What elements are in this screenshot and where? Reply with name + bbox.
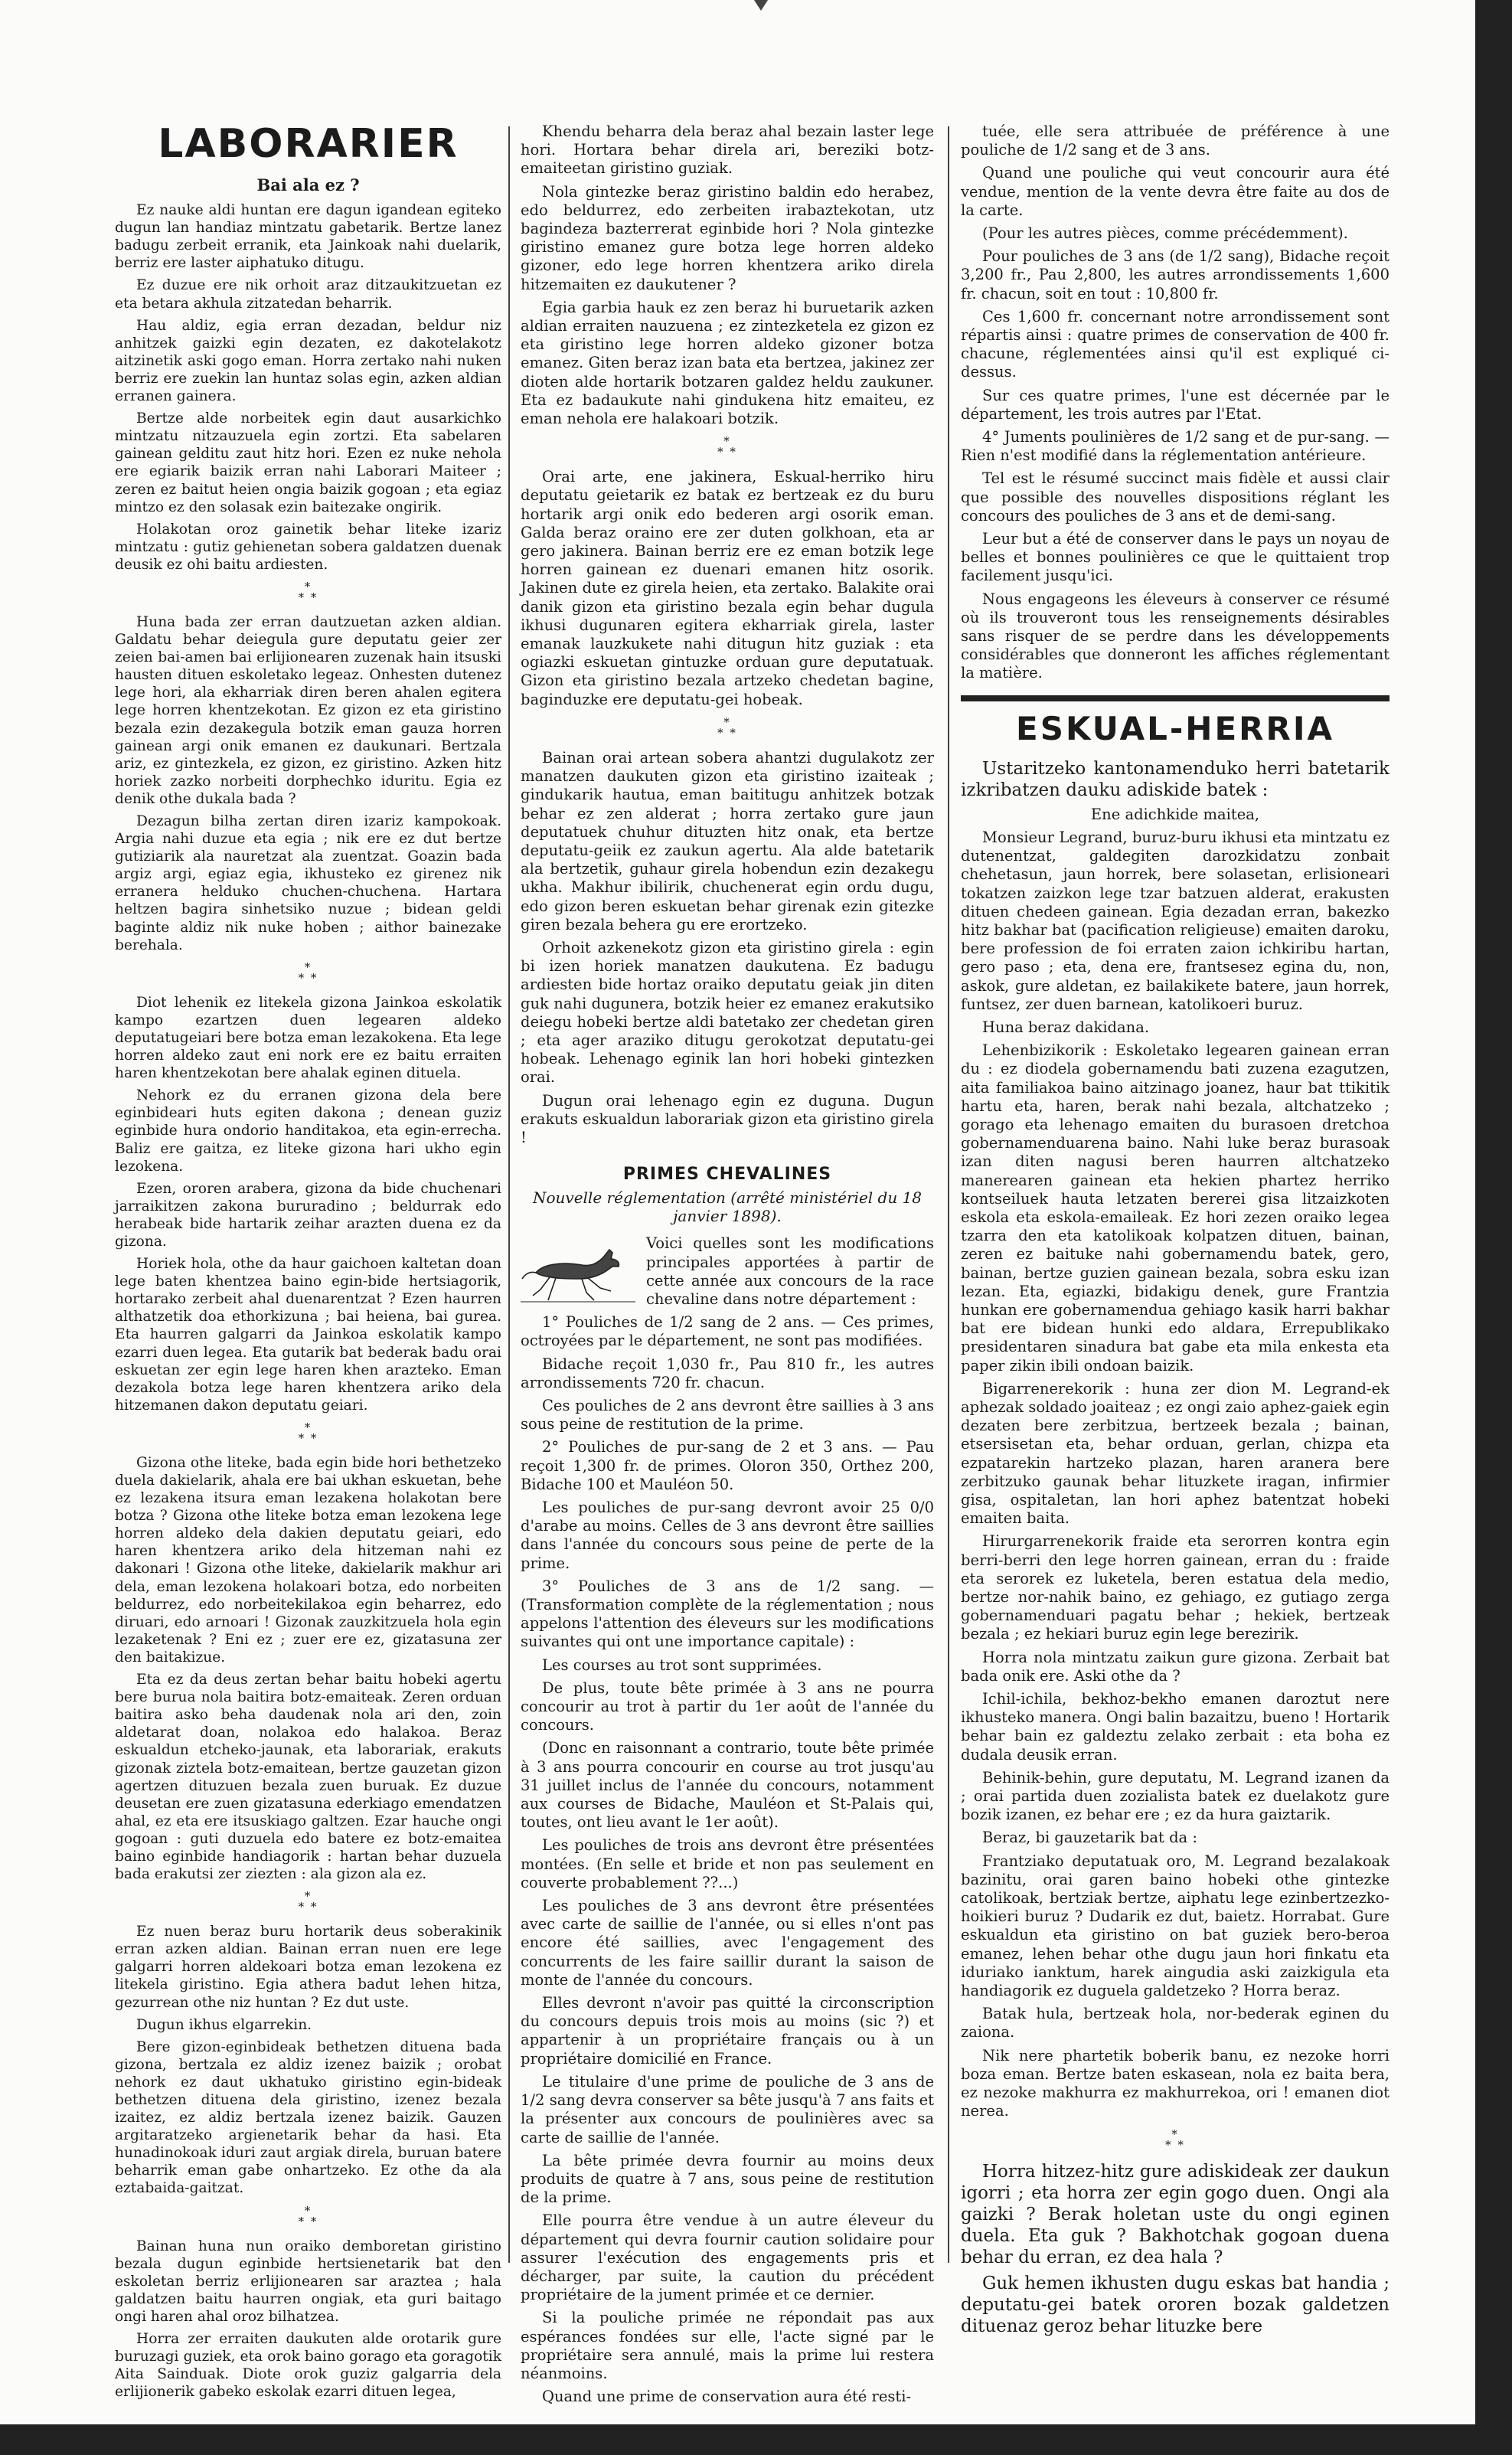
paragraph-group [115,994,501,1414]
paragraph-group [521,123,934,428]
paragraph: Bidache reçoit 1,030 fr., Pau 810 fr., les autres arrondissements 720 fr. chacun. [521,1355,934,1391]
paragraph: Pour pouliches de 3 ans (de 1/2 sang), Bidache reçoit 3,200 fr., Pau 2,800, les autres arrondissements 1,600 fr. chacun, soit en tout : 10,800 fr. [961,247,1390,302]
paragraph: Orai arte, ene jakinera, Eskual-herriko hiru deputatu geietarik ez batak ez bertzeak ez du buru hortarik argi onik edo bederen argi osorik eman. Galda beraz oraino ere zer duten golkhoan, eta ar gero jakinera. Bainan berriz ere ez eman botzik lege horren gainean ez duenari emanen hitz osorik. Jakinen dute ez girela heien, eta zertako. Balakite orai danik gizon eta giristino bezala egin behar dugula ikhusi dugunaren egitera ekharriak girela, laster emanak lauzkukete nahi ditugun hitz guziak : eta ogiazki eskuetan gintuzke orduan gure deputatuak. Gizon eta giristino bezala artzeko chedetan bagine, baginduzke ere deputatu-gei hobeak. [521,468,934,708]
paragraph: Ez nuen beraz buru hortarik deus soberakinik erran azken aldian. Bainan erran nuen ere lege galgarri horren aldekoari botza eman lezokena ez litekela giristino. Egia athera badut lehen hitza, gezurrean othe niz huntan ? Ez dut uste. [115,1924,501,2011]
paragraph: Hau aldiz, egia erran dezadan, beldur niz anhitzek gaizki egin dezaten, ez dakotelakotz aitzinetik aski gogo eman. Horra zertako nahi nuken berriz ere zuekin lan huntaz solas egin, azken aldian erranen gainera. [115,317,501,405]
paragraph: Egia garbia hauk ez zen beraz hi buruetarik azken aldian erraiten nauzuena ; ez zintezketela ez gizon ez eta giristino lege horren aldeko gizoner botza emanez. Giten beraz izan bata eta bertzea, jakinez zer dioten alde hortarik botzaren galdez heldu zaukuner. Eta ez badaukute nahi gindukena hitz emaiteu, ez eman nehola ere halakoari botzik. [521,298,934,428]
paragraph: Bainan huna nun oraiko demboretan giristino bezala dugun eginbide hertsienetarik bat den eskoletan berriz erlijionearen sar araztea ; hala galdatzen baitu haurren ongiak, eta guri baitago ongi haren ahal oroz bilhatzea. [115,2238,501,2325]
paragraph: 1° Pouliches de 1/2 sang de 2 ans. — Ces primes, octroyées par le département, ne sont pas modifiées. [521,1313,934,1350]
paragraph: Les pouliches de trois ans devront être présentées montées. (En selle et bride et non pas seulement en couverte probablement ??...) [521,1836,934,1891]
paragraph: Bigarrenerekorik : huna zer dion M. Legrand-ek aphezak soldado joaiteaz ; ez ongi zaio aphez-gaiek egin dezaten bere zerbitzua, bertzeek bezala ; bainan, etsersisetan eta, behar orduan, gerlan, chizpa eta ezpatarekin hartzeko plazan, haren aranera bere zerbitzuko gaunak behar lituzkete iragan, infirmier gisa, ospitaletan, lan hori aphez batentzat hobeki emaiten baita. [961,1379,1390,1528]
paragraph: Bertze alde norbeitek egin daut ausarkichko mintzatu nitzauzuela egin zortzi. Eta sabelaren gainean gelditu zaut hitz hori. Ezen ez nuke nehola ere egiarik baizik erran nahi Laborari Maiteer ; zeren ez baitut heien ongia baizik gogoan ; eta egiaz mintzo ez den solasak ezin baitezake ongirik. [115,410,501,515]
article-subtitle: Bai ala ez ? [256,175,360,195]
paragraph: Ez nauke aldi huntan ere dagun igandean egiteko dugun lan handiaz mintzatu gabetarik. Bertze lanez badugu zerbeit erranik, eta Jainkoak nahi duelarik, berriz ere laster aiphatuko ditugu. [115,202,501,272]
section-title-primes: PRIMES CHEVALINES [622,1165,832,1185]
asterism: * * * [717,714,737,740]
paragraph-group [961,2161,1390,2337]
paragraph: Nous engageons les éleveurs à conserver ce résumé où ils trouveront tous les renseignements désirables sans risquer de se perdre dans les développements considérables que donneront les affiches réglementant la matière. [961,590,1390,682]
paragraph: Ichil-ichila, bekhoz-bekho emanen daroztut nere ikhusteko manera. Ongi balin bazaitzu, bueno ! Hortarik behar bain ez galdeztu zelako zerbait : eta boha ez dudala deusik erran. [961,1690,1390,1764]
paragraph: Batak hula, bertzeak hola, nor-bederak eginen du zaiona. [961,2005,1390,2041]
paragraph: (Pour les autres pièces, comme précédemment). [982,224,1348,243]
paragraph: Ces pouliches de 2 ans devront être saillies à 3 ans sous peine de restitution de la prime. [521,1396,934,1433]
paragraph: 2° Pouliches de pur-sang de 2 et 3 ans. — Pau reçoit 1,300 fr. de primes. Oloron 350, Orthez 200, Bidache 100 et Mauléon 50. [521,1438,934,1493]
paragraph-group [115,201,501,574]
asterism: * * * [1165,2126,1185,2152]
paragraph: Horra nola mintzatu zaikun gure gizona. Zerbait bat bada onik ere. Aski othe da ? [961,1648,1390,1685]
paragraph: 3° Pouliches de 3 ans de 1/2 sang. — (Transformation complète de la réglementation ; nous appelons l'attention des éleveurs sur les modifications suivantes qui ont une importance capitale) : [521,1577,934,1651]
paragraph: Diot lehenik ez litekela gizona Jainkoa eskolatik kampo ezartzen duen legearen aldeko deputatugeiari bere botza eman lezakokena. Eta lege horren aldeko zaut eni nork ere ez baitu erraiten haren khentzekotan bere ahalak eginen dituela. [115,994,501,1082]
asterism: * * * [298,1889,318,1914]
paragraph: Nola gintezke beraz giristino baldin edo herabez, edo beldurrez, edo zerbeiten irabaztekotan, utz bagindeza bazterrerat eginbide hori ? Nola gintezke giristino emanez gure botza lege horren aldeko gizoner, edo lege horren khentzera ariko direla hitzemaiten ez daukutener ? [521,182,934,293]
paragraph-group [115,1454,501,1883]
paragraph: Bainan orai artean sobera ahantzi dugulakotz zer manatzen daukuten gizon eta giristino izaiteak ; gindukarik hautua, eman baititugu anhitzek botzak behar ez zen alderat ; horra zertako gure jaun deputatuek chuhur dituzten hitz onak, eta bertze deputatu-geiik ez zaukun agertu. Ala alde batetarik ala bertzetik, guhaur girela hobendun ezin dezakegu ukha. Makhur ibilirik, chuchenerat egin ordu dugu, edo gizon beren eskuetan behar girenak ezin gitezke giren bezala behera gu ere erortzeko. [521,748,934,933]
scan-border-right [1475,0,1512,2455]
column-rule [508,126,510,2263]
paragraph: Gizona othe liteke, bada egin bide hori bethetzeko duela dakielarik, ahala ere bai ukhan eskuetan, behe ez lezakena itsura eman lezakena holakotan bere botza ? Gizona othe liteke botza eman lezokena lege horren aldeko dela dakien deputatu geiari, edo haren khentzera ariko dela hitzeman nahi ez dakonari ! Gizona othe liteke, dakielarik makhur ari dela, eman lezokena holakoari botza, edo norbeiten beldurrez, edo norbeitekilakoa egin beharrez, edo diruari, edo arnoari ! Gizonak zauzkitzuela hola egin lezaketenak ? Eni ez ; zuer ere ez, gizatasuna zer den baitakizue. [115,1454,501,1666]
paragraph: Le titulaire d'une prime de pouliche de 3 ans de 1/2 sang devra conserver sa bête jusqu'à 7 ans faits et la présenter aux concours de poulinières avec sa carte de saillie de l'année. [521,2072,934,2146]
paragraph: tuée, elle sera attribuée de préférence à une pouliche de 1/2 sang et de 3 ans. [961,123,1390,159]
paragraph: Ezen, ororen arabera, gizona da bide chuchenari jarraikitzen zakona bururadino ; beldurrak edo herabeak bide hartarik zeihar arazten duena ez da gizona. [115,1180,501,1250]
scan-border-bottom [0,2424,1512,2455]
paragraph: Hirurgarrenekorik fraide eta serorren kontra egin berri-berri den lege horren gainean, erran du : fraide eta serorek ez luketela, beren estatua dela medio, bertze nor-nahik baino, ez gehiago, ez gutiago zerga gobernamenduari pagatu behar ; hekiek, bertzeak bezala ; ez hekiari buruz egin lege berezirik. [961,1532,1390,1643]
asterism: * * * [298,579,318,604]
paragraph: Khendu beharra dela beraz ahal bezain laster lege hori. Hortara behar direla ari, bereziki botz-emaiteetan giristino guziak. [521,123,934,178]
asterism: * * * [298,959,318,985]
paragraph: Quand une pouliche qui veut concourir aura été vendue, mention de la vente devra être faite au dos de la carte. [961,164,1390,219]
paragraph: Dezagun bilha zertan diren izariz kampokoak. Argia nahi duzue eta egia ; nik ere ez dut bertze gutiziarik ala nauretzat ala zuentzat. Goazin bada argiz argi, egiaz egia, ikhusteko ez girenez nik erranera helduko chuchen-chuchena. Hartara heltzen bagira sinhetsiko nuzue ; bidean geldi baginte aldiz nik nuke hoben ; aithor bainezake berehala. [115,813,501,953]
article-title-laborarier: LABORARIER [158,121,459,167]
primes-intro: Voici quelles sont les modifications principales apportées à partir de cette année aux concours de la race chevaline dans notre département : [646,1234,934,1308]
paragraph-group [115,1923,501,2197]
paragraph: Ez duzue ere nik orhoit araz ditzaukitzuetan ez eta betara akhula zitzatedan beharrik. [115,277,501,312]
paragraph: Orhoit azkenekotz gizon eta giristino girela : egin bi izen horiek manatzen daukutena. Ez badugu ardiesten bide hortaz oraiko deputatu geiak jin diten guk nahi dugunera, botzik heier ez emanez erakutsiko deiegu hobeki bertze aldi batetako zer chedetan giren ; eta ager araziko ditugu gerokotzat deputatu-gei hobeak. Lehenago eginik lan hori hobeki gintezken orai. [521,938,934,1087]
asterism: * * * [298,2203,318,2228]
paragraph-group [115,2238,501,2401]
paragraph-group [521,1313,934,2406]
paragraph: Huna bada zer erran dautzuetan azken aldian. Galdatu behar deiegula gure deputatu geier zer zeien bai-amen bai erlijionearen zuzenak hain itsuski hausten dituen eskoletako legeaz. Onhesten dutenez lege hori, ala ekharriak diren beren ahalen egitera lege horren khentzekotan. Ez gizon ez eta giristino bezala ezin dezakegula botzik eman gauza horren gainean argi onik emanen ez daukunari. Bertzala ariz, ez gintezkela, ez gizon, ez giristino. Azken hitz horiek zazko norbeiti dorphechko iduritu. Egia ez denik othe dukala bada ? [115,613,501,807]
paragraph: Monsieur Legrand, buruz-buru ikhusi eta mintzatu ez dutenentzat, galdegiten darozkidatzu zonbait chehetasun, jaun horrek, bere solasetan, erlisioneari tokatzen zaizkon lege tzar batzuen alderat, erakusten dituen chedeen gainean. Egia dezadan erran, bakezko hitz bakhar bat (pacification religieuse) emaiten daroku, bere profession de foi erraten zaion ichkiribu hartan, gero paso ; eta, dena ere, frantsesez egina du, non, askok, gure aldetan, ez bailakikete batere, jaun horrek, funtsez, zer duen barnean, katolikoeri buruz. [961,828,1390,1013]
paragraph: Huna beraz dakidana. [982,1018,1150,1036]
paragraph: Les pouliches de pur-sang devront avoir 25 0/0 d'arabe au moins. Celles de 3 ans devront être saillies dans l'année du concours sous peine de perte de la prime. [521,1499,934,1572]
paragraph: Dugun ikhus elgarrekin. [136,2016,312,2033]
paragraph: Nik nere phartetik boberik banu, ez nezoke horri boza eman. Bertze baten eskasean, nola ez baita bera, ez nezoke makhurra ez makhurrekoa, ori ! emanen diot nerea. [961,2046,1390,2120]
column-laborarier [115,123,501,2405]
paragraph: Lehenbizikorik : Eskoletako legearen gainean erran du : ez diodela gobernamendu bati zuzena ezagutzen, aita familiakoa baino aitzinago joanez, haur bat ttikitik hartu eta, haren, berak nahi bezala, altchatzeko ; gorago eta lehenago emaiten du burasoen dretchoa gobernamenduarena baino. Nahi luke beraz burasoak izan diten nagusi beren haurren altchatzeko manerearen gainean eta hekien phartez herriko kontseiluek hauta letzaten bererei gisa litzaizkoten eskola eta eskola-emaileak. Ez hori zezen oraiko legea tzarra den eta katolikoak kolpatzen dituen, bainan, zeren ez baituke nahi gobernamendu batek, gero, bainan, bertze guzien gainean bezala, sobra esku izan lezan. Eta, egiazki, bidakigu denek, gure Frantzia hunkan ere gobernamendua gehiago kasik harri bakhar bat ere bidean hunki edo aldara, Errepublikako presidentaren sinadura bat gabe eta mila enkesta eta paper zikin ibili ondoan baizik. [961,1041,1390,1375]
paragraph: Beraz, bi gauzetarik bat da : [982,1829,1197,1847]
paragraph: De plus, toute bête primée à 3 ans ne pourra concourir au trot à partir du 1er août de l'année du concours. [521,1679,934,1734]
paragraph: (Donc en raisonnant a contrario, toute bête primée à 3 ans pourra concourir en course au trot jusqu'au 31 juillet inclus de l'année du concours, notamment aux courses de Bidache, Mauléon et St-Palais qui, toutes, ont lieu avant le 1er août). [521,1739,934,1832]
paragraph: La bête primée devra fournir au moins deux produits de quatre à 7 ans, sous peine de restitution de la prime. [521,2151,934,2207]
paragraph: Holakotan oroz gainetik behar liteke izariz mintzatu : gutiz gehienetan sobera galdatzen duenak deusik ez ohi baitu ardiesten. [115,521,501,573]
paragraph: Dugun orai lehenago egin ez duguna. Dugun erakuts eskualdun laborariak gizon eta giristino girela ! [521,1091,934,1146]
paragraph: Bere gizon-eginbideak bethetzen dituena bada gizona, bertzala ez aldiz izenez baizik ; orobat nehork ez daut ukhatuko giristino egin-bideak bethetzen dituena dela giristino, izenez bezala izaitez, ez aldiz bertzala izenez baizik. Gauzen argitaratzeko argienetarik behar da hasi. Eta hunadinokoak iduri zaut argiak direla, buruan batere beharrik eman gabe onhartzeko. Ez othe da ala eztabaida-gaitzat. [115,2038,501,2197]
fold-mark [754,0,768,11]
paragraph: Eta ez da deus zertan behar baitu hobeki agertu bere burua nola baitira botz-emaiteak. Zeren orduan baitira asko beha daudenak nola ari den, zoin aldetarat doan, nolakoa edo halakoa. Beraz eskualdun etcheko-jaunak, eta laborariak, erakuts gizonak ziztela botz-emaitean, bertze gauzetan gizon agertzen dituzuen bezala zuen buruak. Ez duzue deusetan ere zuen gizatasuna ederkiago emendatzen ahal, ez eta ere itsuskiago galtzen. Ezar hauche ongi gogoan : guti duzuela edo batere ez botz-emaitea baino eginbide handiagorik : hartan behar duzuela bada erakutsi zer ziezten : ala gizon ala ez. [115,1672,501,1883]
paragraph: Ces 1,600 fr. concernant notre arrondissement sont répartis ainsi : quatre primes de conservation de 400 fr. chacune, réglementées ainsi qu'il est expliqué ci-dessus. [961,307,1390,381]
paragraph-group [521,468,934,709]
paragraph: Behinik-behin, gure deputatu, M. Legrand izanen da ; orai partida duen zozialista batek ez duelakotz gure bozik izanen, ez behar ere ; ez da hura gaiztarik. [961,1768,1390,1824]
paragraph: Nehork ez du erranen gizona dela bere eginbideari huts egiten dakona ; denean guziz eginbide hura ondorio handitakoa, eta egin-errecha. Baliz ere gaitza, ez liteke gizona hari ukho egin lezokena. [115,1087,501,1175]
paragraph: Quand une prime de conservation aura été resti- [542,2388,912,2406]
paragraph: Sur ces quatre primes, l'une est décernée par le département, les trois autres par l'Etat. [961,386,1390,423]
paragraph-group [961,123,1390,683]
paragraph: Les pouliches de 3 ans devront être présentées avec carte de saillie de l'année, ou si elles n'ont pas encore été saillies, avec l'engagement des concurrents de les faire saillir durant la saison de monte de l'année du concours. [521,1897,934,1989]
section-divider [961,695,1390,701]
paragraph: Si la pouliche primée ne répondait pas aux espérances fondées sur elle, l'acte signé par le propriétaire sera annulé, mais la prime lui restera néanmoins. [521,2309,934,2382]
paragraph: Guk hemen ikhusten dugu eskas bat handia ; deputatu-gei batek ororen bozak galdetzen dituenaz geroz behar lituzke bere [961,2273,1390,2336]
paragraph: Leur but a été de conserver dans le pays un noyau de belles et bonnes poulinières ce que le quittaient trop facilement jusqu'ici. [961,530,1390,585]
column-right [961,123,1390,2342]
paragraph: Horiek hola, othe da haur gaichoen kaltetan doan lege baten khentzea baino egin-bide hertsiagorik, hortarako zerbeit ahal duenarentzat ? Ezen haurren althatzetik doa ethorkizuna ; bai heiena, bai gurea. Eta haurren galgarri da Jainkoa eskolatik kampo ezarri duen legea. Eta gutarik bat bederak badu orai eskuetan zer egin lege haren khen arazteko. Eman dezakola botza lege haren khentzera ariko dela hitzemanen dakon deputatu geiari. [115,1256,501,1414]
paragraph: Elle pourra être vendue à un autre éleveur du département qui devra fournir caution solidaire pour assurer l'exécution des engagements pris et décharger, par suite, la caution du précédent propriétaire de la jument primée et ce dernier. [521,2211,934,2304]
paragraph: Horra hitzez-hitz gure adiskideak zer daukun igorri ; eta horra zer egin gogo duen. Ongi ala gaizki ? Berak holetan uste du ongi eginen duela. Eta guk ? Bakhotchak gogoan duena behar du erran, ez dea hala ? [961,2161,1390,2267]
paragraph: Tel est le résumé succinct mais fidèle et aussi clair que possible des nouvelles dispositions réglant les concours des pouliches de 3 ans et de demi-sang. [961,469,1390,525]
asterism: * * * [298,1420,318,1445]
paragraph: Les courses au trot sont supprimées. [542,1656,822,1674]
paragraph-group [521,749,934,1147]
column-rule [948,126,949,2263]
column-middle [521,123,934,2411]
section-subtitle-primes: Nouvelle réglementation (arrêté ministériel du 18 janvier 1898). [532,1188,923,1226]
paragraph-group [961,829,1390,2121]
paragraph: Frantziako deputatuak oro, M. Legrand bezalakoak bazinitu, orai garen baino hobeki othe gintezke catolikoak, bertziak bertze, aiphatu lege ezinbertzezko-hoikieri buruz ? Dudarik ez dut, baietz. Horrabat. Gure eskualdun eta giristino on bat guziek bero-beroa emanez, lehen behar othe dugu jaun hori finkatu eta iduriako ianktum, harek aingudia aski zaizkigula eta handiagorik ez duguela galdetzeko ? Horra beraz. [961,1852,1390,2000]
paragraph: Elles devront n'avoir pas quitté la circonscription du concours depuis trois mois au moins (sic ?) et appartenir à un propriétaire français ou à un propriétaire domicilié en France. [521,1994,934,2068]
article-title-eskual-herria: ESKUAL-HERRIA [1016,709,1334,747]
asterism: * * * [717,434,737,459]
article-intro: Ustaritzeko kantonamenduko herri batetarik izkribatzen dauku adiskide batek : [961,758,1390,800]
paragraph-group [115,613,501,954]
paragraph: 4° Juments poulinières de 1/2 sang et de pur-sang. — Rien n'est modifié dans la réglementation antérieure. [961,428,1390,465]
paragraph: Horra zer erraiten daukuten alde orotarik gure buruzagi guziek, eta orok baino gorago eta goragotik Aita Sainduak. Diote orok guziz galgarria dela erlijionerik gabeko eskolak ezarri dituen legea, [115,2331,501,2401]
horse-illustration-icon [521,1236,635,1305]
letter-greeting: Ene adichkide maitea, [1090,805,1260,823]
